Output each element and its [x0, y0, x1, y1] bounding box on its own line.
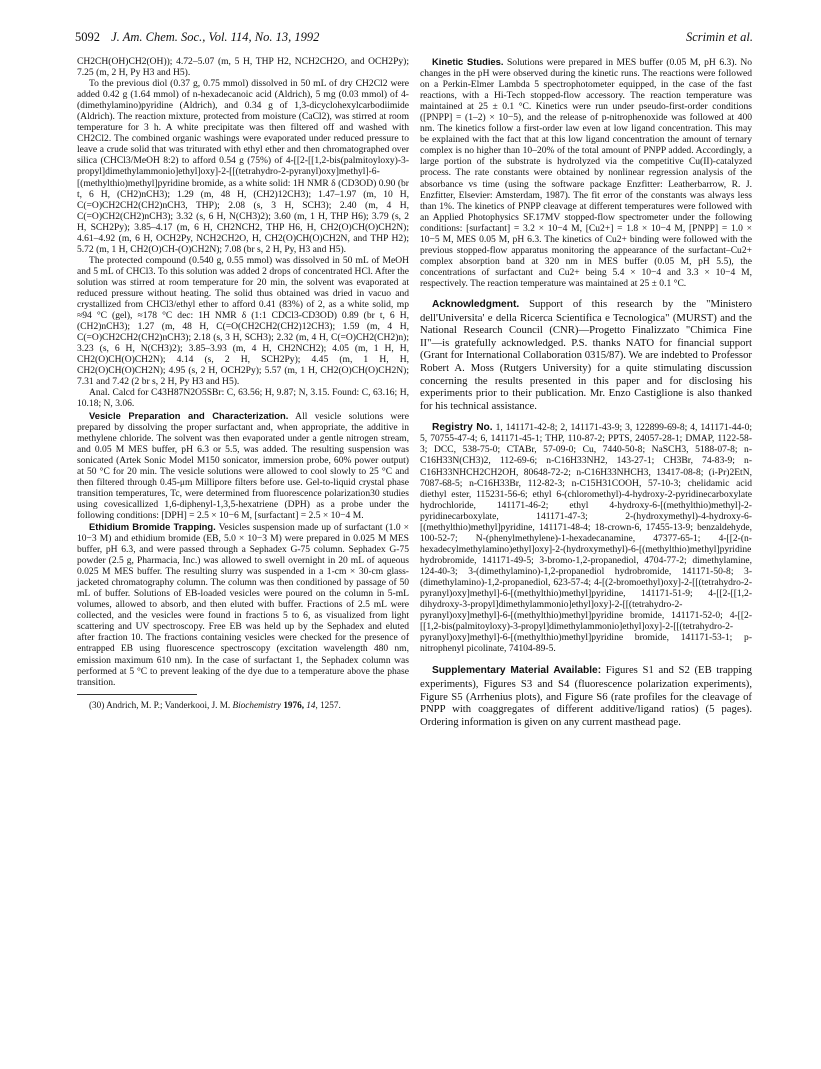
ethidium-bromide-paragraph — [77, 521, 409, 688]
nmr-data-continued: CH2CH(OH)CH2(OH)); 4.72–5.07 (m, 5 H, THP H2, NCH2CH2O, and OCH2Py); 7.25 (m, 2 H, Py H3 and H5). — [77, 56, 409, 79]
footnote-pages: 1257. — [320, 699, 341, 710]
ethidium-bromide-text: Vesicles suspension made up of surfactant (1.0 × 10−3 M) and ethidium bromide (EB, 5.0 × 10−3 M) were prepared in 0.025 M MES buffer, pH 6.3, and were passed through a Sephadex G-75 column. Sephadex G-75 powder (2.5 g, Pharmacia, Inc.) was allowed to swell overnight in 20 mL of aqueous 0.025 M MES buffer. The resulting slurry was suspended in a 1-cm × 30-cm glass-jacketed chromatography column. The column was then conditioned by passage of 50 mL of buffer. Solutions of EB-loaded vesicles were poured on the column in 5-mL volumes, allowed to absorb, and then eluted with buffer. Fractions of 2.5 mL were collected, and the vesicles were found in fractions 5 to 6, as visualized from light scattering and UV spectroscopy. Free EB was held up by the Sephadex and eluted after fraction 10. The fractions containing vesicles were checked for the presence of entrapped EB using fluorescence spectroscopy (excitation wavelength 480 nm, emission maximum 610 nm). In the case of surfactant 1, the Sephadex column was performed at 5 °C to prevent leaking of the dye due to a temperature above the phase transition. — [77, 521, 409, 688]
acknowledgment-text: Support of this research by the "Ministero dell'Universita' e della Ricerca Scientifica e Tecnologica" (MURST) and the National Research Council (CNR)—Progetto Finalizzato "Chimica Fine II"—is gratefully acknowledged. P.S. thanks NATO for financial support (Grant for International Collaboration 0315/87). We are indebted to Professor Robert A. Moss (Rutgers University) for a quite stimulating discussion concerning the results presented in this paper and for disclosing his experiments prior to their publication. Mr. Enzo Castiglione is also thanked for his technical assistance. — [420, 297, 752, 412]
vesicle-preparation-paragraph — [77, 410, 409, 521]
registry-paragraph — [420, 422, 752, 654]
footnote-year: 1976, — [283, 699, 304, 710]
running-head — [75, 29, 753, 45]
acknowledgment-heading: Acknowledgment. — [432, 298, 520, 310]
footnote-30 — [77, 700, 409, 711]
footnote-journal: Biochemistry — [232, 699, 282, 710]
footnote-volume: 14, — [306, 699, 318, 710]
acknowledgment-paragraph — [420, 298, 752, 412]
running-head-left — [75, 29, 319, 45]
running-head-authors: Scrimin et al. — [685, 30, 753, 44]
left-column — [77, 56, 409, 711]
supplementary-heading: Supplementary Material Available: — [432, 665, 602, 677]
ethidium-bromide-heading: Ethidium Bromide Trapping. — [89, 520, 216, 532]
elemental-analysis: Anal. Calcd for C43H87N2O5SBr: C, 63.56; H, 9.87; N, 3.15. Found: C, 63.16; H, 10.18; N, 3.06. — [77, 387, 409, 410]
esterification-procedure: To the previous diol (0.37 g, 0.75 mmol) dissolved in 50 mL of dry CH2Cl2 were added 0.42 g (1.64 mmol) of n-hexadecanoic acid (Aldrich), 5 mg (0.03 mmol) of 4-(dimethylamino)pyridine (Aldrich), and 0.34 g of 1,3-dicyclohexylcarbodiimide (Aldrich). The reaction mixture, protected from moisture (CaCl2), was stirred at room temperature for 3 h. A white precipitate was then filtered off and washed with CH2Cl2. The combined organic washings were evaporated under reduced pressure to leave a crude solid that was triturated with ethyl ether and then chromatographed over silica (CHCl3/MeOH 8:2) to afford 0.54 g (75%) of 4-[[2-[[1,2-bis(palmitoyloxy)-3-propyl]dimethylammonio]ethyl]oxy]-2-[[(tetrahydro-2-pyranyl)oxy]methyl]-6-[(methylthio)methyl]pyridine bromide, as a white solid: 1H NMR δ (CD3OD) 0.90 (br t, 6 H, (CH2)nCH3); 1.29 (m, 48 H, (CH2)12CH3); 1.47–1.97 (m, 10 H, C(=O)CH2CH2(CH2)nCH3, THP); 2.08 (s, 3 H, SCH3); 2.40 (m, 4 H, C(=O)CH2(CH2)nCH3); 3.32 (s, 6 H, N(CH3)2); 3.60 (m, 1 H, THP H6); 3.79 (s, 2 H, SCH2Py); 3.85–4.17 (m, 6 H, CH2NCH2, THP H6, H, CH2(O)CH(O)CH2N); 4.61–4.92 (m, 6 H, OCH2Py, NCH2CH2O, H, CH2(O)CH(O)CH2N, and THP H2); 5.72 (m, 1 H, CH2(O)CH-(O)CH2N); 7.08 (br s, 2 H, Py, H3 and H5). — [77, 78, 409, 255]
deprotection-procedure: The protected compound (0.540 g, 0.55 mmol) was dissolved in 50 mL of MeOH and 5 mL of CHCl3. To this solution was added 2 drops of concentrated HCl. After the solution was stirred at room temperature for 20 min, the solvent was evaporated at reduced pressure without heating. The solid thus obtained was dried in vacuo and crystallized from CHCl3/ethyl ether to afford 0.41 (83%) of 2, as a white solid, mp ≈94 °C (gel), ≈178 °C dec: 1H NMR δ (1:1 CDCl3-CD3OD) 0.89 (br t, 6 H, (CH2)nCH3); 1.27 (m, 48 H, C(=O(CH2CH2(CH2)12CH3); 1.59 (m, 4 H, C(=O)CH2CH2(CH2)nCH3); 2.18 (s, 3 H, SCH3); 2.32 (m, 4 H, C(=O)CH2(CH2)n); 3.23 (s, 6 H, N(CH3)2); 3.85–3.93 (m, 4 H, CH2NCH2); 4.05 (m, 1 H, H, CH2(O)CH(O)CH2N); 4.14 (s, 2 H, SCH2Py); 4.45 (m, 1 H, H, CH2(O)CH(O)CH2N); 4.95 (s, 2 H, OCH2Py); 5.57 (m, 1 H, CH2(O)CH(O)CH2N); 7.31 and 7.42 (2 br s, 2 H, Py H3 and H5). — [77, 254, 409, 388]
footnote-number: (30) — [89, 699, 105, 710]
page-number: 5092 — [75, 30, 100, 44]
registry-heading: Registry No. — [432, 422, 493, 434]
footnote-authors: Andrich, M. P.; Vanderkooi, J. M. — [106, 699, 231, 710]
kinetic-studies-heading: Kinetic Studies. — [432, 56, 504, 67]
right-column — [420, 56, 752, 728]
vesicle-preparation-heading: Vesicle Preparation and Characterization. — [89, 409, 289, 421]
footnote-divider — [77, 694, 197, 695]
kinetic-studies-text: Solutions were prepared in MES buffer (0.05 M, pH 6.3). No changes in the pH were observed during the kinetic runs. The reactions were followed on a Perkin-Elmer Lambda 5 spectrophotometer equipped, in the case of the fast reactions, with a Hi-Tech stopped-flow accessory. The reaction temperature was maintained at 25 ± 0.1 °C. Kinetics were run under pseudo-first-order conditions ([PNPP] = (1–2) × 10−5), and the release of p-nitrophenoxide was followed at 400 nm. The kinetics follow a first-order law even at low ligand concentration. This may be explained with the fact that at this low ligand concentration the amount of ternary complex is no higher than 10–20% of the total amount of PNPP added. Accordingly, a large portion of the substrate is hydrolyzed via the competitive Cu(II)-catalyzed process. The rate constants were obtained by nonlinear regression analysis of the absorbance vs time (using the software package Enzfitter: Leatherbarrow, R. J. Enzfitter, Elsevier: Amsterdam, 1987). The fit error of the constants was always less than 1%. The kinetics of PNPP cleavage at different temperatures were followed with an Applied Photophysics SF.17MV stopped-flow spectrometer under the following conditions: [surfactant] = 3.2 × 10−4 M, [Cu2+] = 1.8 × 10−4 M, [PNPP] = 1.0 × 10−5 M, MES 0.05 M, pH 6.3. The kinetics of Cu2+ binding were followed with the previous stopped-flow apparatus monitoring the appearance of the surfactant–Cu2+ complex absorption band at 320 nm in MES buffer (0.05 M, pH 5.5), the concentrations of surfactant and Cu2+ being 5.4 × 10−4 and 3.3 × 10−4 M, respectively. The reaction temperature was maintained at 25 ± 0.1 °C. — [420, 57, 753, 289]
vesicle-preparation-text: All vesicle solutions were prepared by dissolving the proper surfactant and, when appropriate, the additive in methylene chloride. The solvent was then evaporated under a gentle nitrogen stream, and 0.05 M MES buffer, pH 6.3 or 5.5, was added. The resulting suspension was sonicated (Artek Sonic Model M150 sonicator, immersion probe, 60% power output) at 50 °C for 20 min. The vesicle solutions were allowed to cool slowly to 25 °C and then filtered through 0.45-μm Millipore filters before use. Gel-to-liquid crystal phase transition temperatures, Tc, were determined from fluorescence polarization30 studies using covesicallized 1,6-diphenyl-1,3,5-hexatriene (DPH) as a probe under the following conditions: [DPH] = 2.5 × 10−6 M, [surfactant] = 2.5 × 10−4 M. — [77, 410, 409, 521]
kinetic-studies-paragraph — [420, 56, 752, 289]
supplementary-paragraph — [420, 664, 752, 728]
journal-citation: J. Am. Chem. Soc., Vol. 114, No. 13, 1992 — [111, 30, 320, 44]
registry-text: 1, 141171-42-8; 2, 141171-43-9; 3, 122899-69-8; 4, 141171-44-0; 5, 70755-47-4; 6, 141171-45-1; THP, 110-87-2; PPTS, 24057-28-1; DMAP, 1122-58-3; DCC, 538-75-0; CTABr, 57-09-0; Cu, 7440-50-8; NaSCH3, 5188-07-8; n-C16H33N(CH3)2, 112-69-6; n-C16H33NH2, 143-27-1; CH3Br, 74-83-9; n-C16H33NHCH2CH2OH, 80648-72-2; n-C16H33NHCH3, 13417-08-8; (i-Pr)2EtN, 7087-68-5; n-C16H33Br, 112-82-3; n-C15H31COOH, 57-10-3; chelidamic acid diethyl ester, 115231-56-6; ethyl 6-(chloromethyl)-4-hydroxy-2-pyridinecarboxylate hydrochloride, 141171-46-2; ethyl 4-hydroxy-6-[(methylthio)methyl]-2-pyridinecarboxylate, 141171-47-3; 2-(hydroxymethyl)-4-hydroxy-6-[(methylthio)methyl]pyridine, 141171-48-4; 18-crown-6, 17455-13-9; benzaldehyde, 100-52-7; N-(phenylmethylene)-1-hexadecanamine, 47377-65-1; 4-[[2-(n-hexadecylmethylamino)ethyl]oxy]-2-(hydroxymethyl)-6-[(methylthio)methyl]pyridine hydrobromide, 141171-49-5; 3-bromo-1,2-propanediol, 4704-77-2; dimethylamine, 124-40-3; 3-(dimethylamino)-1,2-propanediol hydrobromide, 141171-50-8; 3-(dimethylamino)-1,2-propanediol, 623-57-4; 4-[(2-bromoethyl)oxy]-2-[[(tetrahydro-2-pyranyl)oxy]methyl]-6-[(methylthio)methyl]pyridine, 141171-51-9; 4-[[2-[[1,2-dihydroxy-3-propyl]dimethylammonio]ethyl]oxy]-2-[[(tetrahydro-2-pyranyl)oxy]methyl]-6-[(methylthio)methyl]pyridine bromide, 141171-52-0; 4-[[2-[[1,2-bis(palmitoyloxy)-3-propyl]dimethylammonio]ethyl]oxy]-2-[[(tetrahydro-2-pyranyl)oxy]methyl]-6-[(methylthio)methyl]pyridine bromide, 141171-53-1; p-nitrophenyl picolinate, 74104-89-5. — [420, 422, 752, 655]
supplementary-text: Figures S1 and S2 (EB trapping experiments), Figures S3 and S4 (fluorescence polarization experiments), Figure S5 (Arrhenius plots), and Figure S6 (rate profiles for the cleavage of PNPP with coaggregates of different additive/ligand ratios) (5 pages). Ordering information is given on any current masthead page. — [420, 664, 752, 728]
